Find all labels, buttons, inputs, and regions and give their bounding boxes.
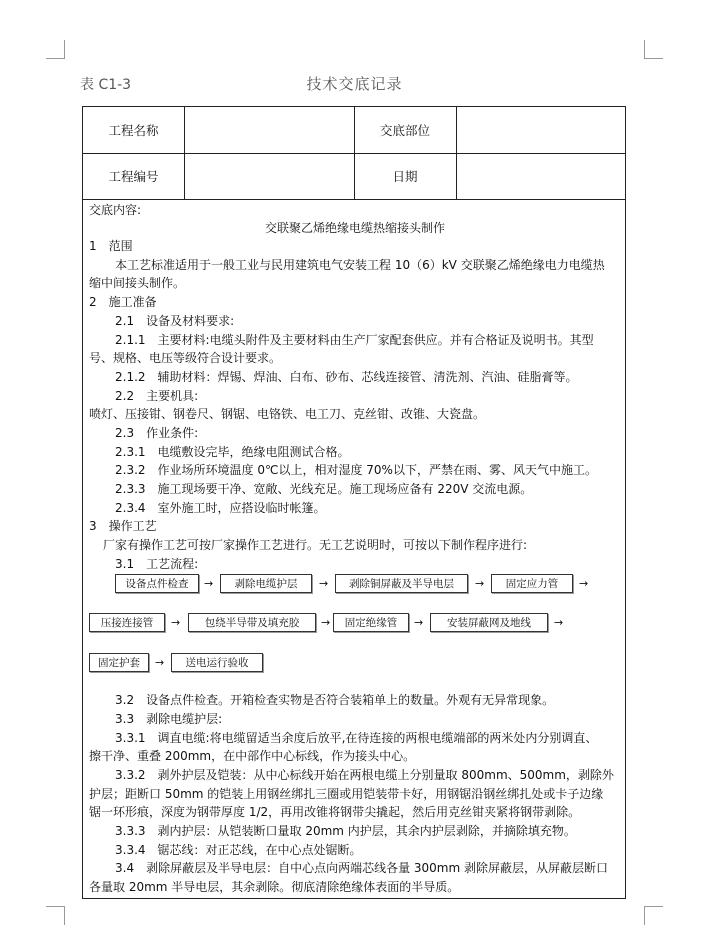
flow-arrow: → bbox=[319, 577, 329, 590]
form-title: 技术交底记录 bbox=[306, 75, 403, 93]
crop-mark-top-right bbox=[644, 40, 663, 59]
flow-arrow: → bbox=[321, 616, 331, 629]
flow-step-crimp: 压接连接管 bbox=[89, 613, 165, 632]
text-line: 3.1 工艺流程: bbox=[115, 557, 199, 571]
text-line: 3.4 剥除屏蔽层及半导电层：自中心点向两端芯线各量 300mm 剥除屏蔽层，从屏蔽层断口 bbox=[115, 861, 608, 875]
flow-arrow: → bbox=[204, 577, 214, 590]
doc-heading: 交联聚乙烯绝缘电缆热缩接头制作 bbox=[264, 221, 445, 235]
handover-part-value[interactable] bbox=[456, 107, 626, 153]
text-line: 3.2 设备点件检查。开箱检查实物是否符合装箱单上的数量。外观有无异常现象。 bbox=[115, 693, 555, 707]
text-line: 2.3.2 作业场所环境温度 0℃以上，相对湿度 70%以下，严禁在雨、雾、风天气中施工。 bbox=[115, 463, 597, 477]
text-line: 擦干净、重叠 200mm，在中部作中心标线，作为接头中心。 bbox=[89, 749, 416, 763]
text-line: 锯一环形痕，深度为钢带厚度 1/2，再用改锥将钢带尖撬起，然后用克丝钳夹紧将钢带剥除。 bbox=[89, 805, 581, 819]
text-line: 2.3.3 施工现场要干净、宽敞、光线充足。施工现场应备有 220V 交流电源。 bbox=[115, 482, 533, 496]
date-value[interactable] bbox=[456, 153, 626, 199]
text-line: 3.3.1 调直电缆:将电缆留适当余度后放平,在待连接的两根电缆端部的两米处内分别调直、 bbox=[115, 731, 598, 745]
text-line: 2.3.4 室外施工时，应搭设临时帐篷。 bbox=[115, 501, 326, 515]
text-line: 3.3.2 剥外护层及铠装：从中心标线开始在两根电缆上分别量取 800mm、500mm，剥除外 bbox=[115, 768, 614, 782]
project-name-value[interactable] bbox=[184, 107, 354, 153]
flow-step-insulation-tube: 固定绝缘管 bbox=[333, 613, 409, 632]
flow-step-stress-tube: 固定应力管 bbox=[491, 574, 573, 593]
date-label: 日期 bbox=[392, 169, 418, 184]
content-area bbox=[82, 199, 626, 899]
text-line: 3.3 剥除电缆护层: bbox=[115, 712, 223, 726]
text-line: 2.3.1 电缆敷设完毕，绝缘电阻测试合格。 bbox=[115, 445, 350, 459]
text-line: 护层；距断口 50mm 的铠装上用钢丝绑扎三圈或用铠装带卡好，用钢锯沿钢丝绑扎处或卡子边缘 bbox=[89, 787, 604, 801]
text-line: 缩中间接头制作。 bbox=[89, 276, 186, 290]
flow-step-inspect: 设备点件检查 bbox=[115, 574, 199, 593]
text-line: 厂家有操作工艺可按厂家操作工艺进行。无工艺说明时，可按以下制作程序进行: bbox=[103, 538, 528, 552]
handover-part-label: 交底部位 bbox=[379, 123, 430, 138]
text-line: 2.1.2 辅助材料：焊锡、焊油、白布、砂布、芯线连接管、清洗剂、汽油、硅脂膏等。 bbox=[115, 370, 578, 384]
flow-arrow: → bbox=[554, 616, 564, 629]
flow-arrow: → bbox=[414, 616, 424, 629]
text-line: 3.3.3 剥内护层：从铠装断口量取 20mm 内护层，其余内护层剥除，并摘除填充物。 bbox=[115, 824, 576, 838]
flow-step-strip-shield: 剥除铜屏蔽及半导电层 bbox=[335, 574, 468, 593]
text-line: 3 操作工艺 bbox=[89, 519, 157, 533]
form-number: 表 C1-3 bbox=[80, 77, 132, 93]
flow-arrow: → bbox=[171, 616, 181, 629]
project-name-label: 工程名称 bbox=[108, 123, 159, 138]
text-line: 喷灯、压接钳、钢卷尺、钢锯、电铬铁、电工刀、克丝钳、改锥、大瓷盘。 bbox=[89, 407, 486, 421]
flow-step-jacket: 固定护套 bbox=[89, 653, 149, 672]
crop-mark-bottom-right bbox=[644, 906, 663, 925]
flow-arrow: → bbox=[475, 577, 485, 590]
text-line: 本工艺标准适用于一般工业与民用建筑电气安装工程 10（6）kV 交联聚乙烯绝缘电力电缆热 bbox=[115, 258, 605, 272]
text-line: 2 施工准备 bbox=[89, 295, 157, 309]
text-line: 3.3.4 锯芯线：对正芯线，在中心点处锯断。 bbox=[115, 843, 362, 857]
content-label: 交底内容: bbox=[89, 203, 142, 217]
text-line: 2.2 主要机具: bbox=[115, 389, 199, 403]
text-line: 2.1 设备及材料要求: bbox=[115, 314, 235, 328]
crop-mark-bottom-left bbox=[46, 906, 65, 925]
project-no-value[interactable] bbox=[184, 153, 354, 199]
text-line: 2.3 作业条件: bbox=[115, 426, 199, 440]
project-no-label: 工程编号 bbox=[108, 169, 159, 184]
flow-step-wrap-tape: 包绕半导带及填充胶 bbox=[188, 613, 316, 632]
text-line: 1 范围 bbox=[89, 239, 133, 253]
text-line: 各量取 20mm 半导电层，其余剥除。彻底清除绝缘体表面的半导质。 bbox=[89, 880, 460, 894]
flow-arrow: → bbox=[155, 656, 165, 669]
flow-step-acceptance: 送电运行验收 bbox=[171, 653, 263, 672]
flow-step-strip-sheath: 剥除电缆护层 bbox=[220, 574, 312, 593]
header-table bbox=[82, 106, 626, 200]
flow-arrow: → bbox=[579, 577, 589, 590]
flow-step-shield-net: 安装屏蔽网及地线 bbox=[430, 613, 548, 632]
text-line: 号、规格、电压等级符合设计要求。 bbox=[89, 351, 282, 365]
crop-mark-top-left bbox=[46, 40, 65, 59]
text-line: 2.1.1 主要材料:电缆头附件及主要材料由生产厂家配套供应。并有合格证及说明书。其型 bbox=[115, 333, 594, 347]
